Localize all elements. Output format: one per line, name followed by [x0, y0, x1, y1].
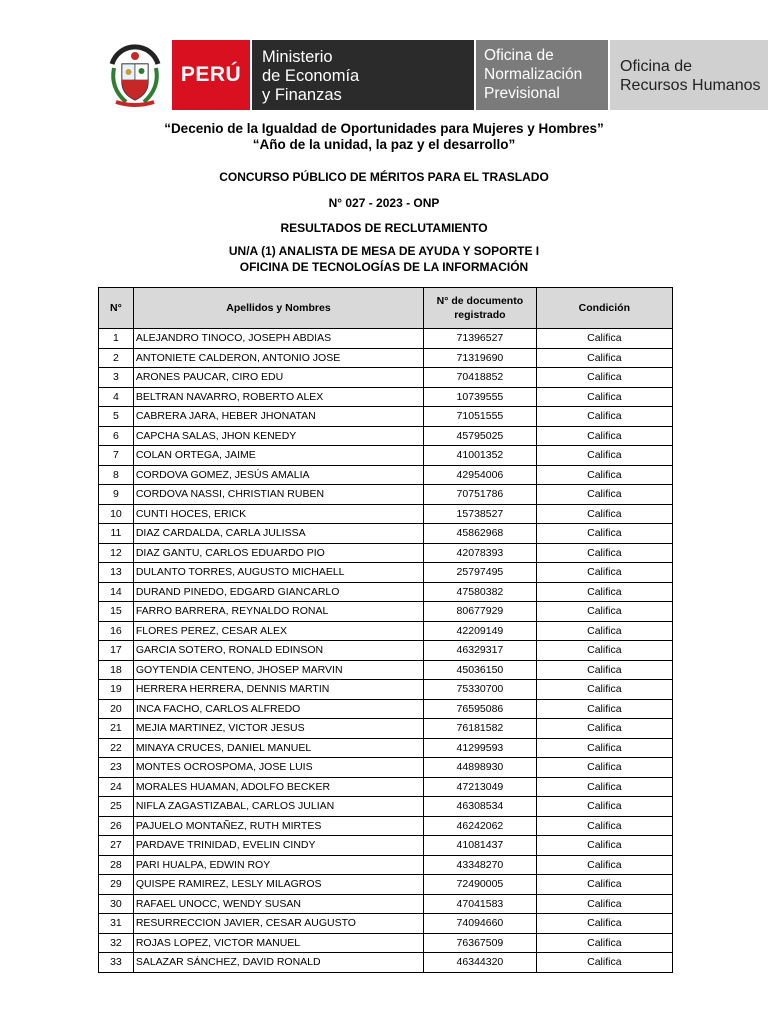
- row-condition: Califica: [536, 680, 672, 700]
- row-name: INCA FACHO, CARLOS ALFREDO: [133, 699, 423, 719]
- table-row: [99, 953, 673, 973]
- row-number: 28: [99, 855, 134, 875]
- row-name: ANTONIETE CALDERON, ANTONIO JOSE: [133, 348, 423, 368]
- header-name: Apellidos y Nombres: [133, 288, 423, 329]
- row-document: 70751786: [424, 485, 537, 505]
- ministry-line-3: y Finanzas: [262, 86, 342, 104]
- ministry-logo-block: [252, 40, 474, 110]
- row-condition: Califica: [536, 875, 672, 895]
- row-document: 44898930: [424, 758, 537, 778]
- row-document: 45036150: [424, 660, 537, 680]
- row-document: 42209149: [424, 621, 537, 641]
- row-name: CAPCHA SALAS, JHON KENEDY: [133, 426, 423, 446]
- row-document: 74094660: [424, 914, 537, 934]
- row-number: 5: [99, 407, 134, 427]
- table-row: [99, 738, 673, 758]
- position-title: UN/A (1) ANALISTA DE MESA DE AYUDA Y SOPORTE I: [228, 244, 540, 258]
- slogan-year: “Año de la unidad, la paz y el desarrollo”: [252, 137, 516, 152]
- row-number: 22: [99, 738, 134, 758]
- row-condition: Califica: [536, 738, 672, 758]
- results-table: [98, 287, 673, 973]
- row-condition: Califica: [536, 368, 672, 388]
- table-row: [99, 719, 673, 739]
- row-condition: Califica: [536, 563, 672, 583]
- row-number: 9: [99, 485, 134, 505]
- row-number: 19: [99, 680, 134, 700]
- row-document: 70418852: [424, 368, 537, 388]
- row-name: GOYTENDIA CENTENO, JHOSEP MARVIN: [133, 660, 423, 680]
- row-document: 47580382: [424, 582, 537, 602]
- row-condition: Califica: [536, 407, 672, 427]
- row-number: 17: [99, 641, 134, 661]
- hr-office-line-2: Recursos Humanos: [620, 77, 761, 94]
- row-document: 80677929: [424, 602, 537, 622]
- row-condition: Califica: [536, 524, 672, 544]
- row-document: 25797495: [424, 563, 537, 583]
- row-number: 11: [99, 524, 134, 544]
- row-condition: Califica: [536, 660, 672, 680]
- row-number: 33: [99, 953, 134, 973]
- row-number: 25: [99, 797, 134, 817]
- header-document: [424, 288, 537, 329]
- table-row: [99, 641, 673, 661]
- row-condition: Califica: [536, 933, 672, 953]
- onp-logo-block: [476, 40, 608, 110]
- row-condition: Califica: [536, 836, 672, 856]
- header-document-line-2: registrado: [454, 309, 506, 321]
- row-name: ROJAS LOPEZ, VICTOR MANUEL: [133, 933, 423, 953]
- row-name: CORDOVA GOMEZ, JESÚS AMALIA: [133, 465, 423, 485]
- row-number: 18: [99, 660, 134, 680]
- row-document: 71319690: [424, 348, 537, 368]
- row-document: 47213049: [424, 777, 537, 797]
- header-document-line-1: N° de documento: [436, 295, 524, 307]
- office-title: OFICINA DE TECNOLOGÍAS DE LA INFORMACIÓN: [239, 260, 529, 274]
- table-row: [99, 914, 673, 934]
- table-body: [99, 329, 673, 973]
- slogan-decade: “Decenio de la Igualdad de Oportunidades para Mujeres y Hombres”: [164, 121, 604, 136]
- onp-line-1: Oficina de: [484, 47, 554, 64]
- hr-office-logo-block: [610, 40, 768, 110]
- onp-line-2: Normalización: [484, 66, 583, 83]
- row-condition: Califica: [536, 641, 672, 661]
- row-document: 46242062: [424, 816, 537, 836]
- row-document: 72490005: [424, 875, 537, 895]
- row-number: 26: [99, 816, 134, 836]
- table-row: [99, 543, 673, 563]
- table-row: [99, 348, 673, 368]
- row-number: 6: [99, 426, 134, 446]
- table-row: [99, 758, 673, 778]
- table-row: [99, 446, 673, 466]
- row-number: 4: [99, 387, 134, 407]
- row-document: 76181582: [424, 719, 537, 739]
- row-condition: Califica: [536, 758, 672, 778]
- row-name: RAFAEL UNOCC, WENDY SUSAN: [133, 894, 423, 914]
- row-name: DULANTO TORRES, AUGUSTO MICHAELL: [133, 563, 423, 583]
- row-number: 8: [99, 465, 134, 485]
- row-document: 46329317: [424, 641, 537, 661]
- row-name: GARCIA SOTERO, RONALD EDINSON: [133, 641, 423, 661]
- contest-number: N° 027 - 2023 - ONP: [328, 196, 440, 210]
- row-name: MEJIA MARTINEZ, VICTOR JESUS: [133, 719, 423, 739]
- row-number: 7: [99, 446, 134, 466]
- row-name: DIAZ CARDALDA, CARLA JULISSA: [133, 524, 423, 544]
- peru-label: PERÚ: [180, 63, 242, 86]
- row-name: PARDAVE TRINIDAD, EVELIN CINDY: [133, 836, 423, 856]
- row-name: MINAYA CRUCES, DANIEL MANUEL: [133, 738, 423, 758]
- row-name: RESURRECCION JAVIER, CESAR AUGUSTO: [133, 914, 423, 934]
- row-document: 71396527: [424, 329, 537, 349]
- row-name: HERRERA HERRERA, DENNIS MARTIN: [133, 680, 423, 700]
- row-condition: Califica: [536, 465, 672, 485]
- row-condition: Califica: [536, 426, 672, 446]
- row-document: 41001352: [424, 446, 537, 466]
- row-document: 15738527: [424, 504, 537, 524]
- row-number: 12: [99, 543, 134, 563]
- row-name: CUNTI HOCES, ERICK: [133, 504, 423, 524]
- row-document: 10739555: [424, 387, 537, 407]
- row-document: 76595086: [424, 699, 537, 719]
- row-document: 43348270: [424, 855, 537, 875]
- row-name: COLAN ORTEGA, JAIME: [133, 446, 423, 466]
- row-condition: Califica: [536, 504, 672, 524]
- coat-of-arms-logo: [104, 42, 166, 108]
- row-condition: Califica: [536, 543, 672, 563]
- row-number: 27: [99, 836, 134, 856]
- row-condition: Califica: [536, 582, 672, 602]
- row-number: 3: [99, 368, 134, 388]
- row-number: 23: [99, 758, 134, 778]
- row-condition: Califica: [536, 855, 672, 875]
- header-condition: Condición: [536, 288, 672, 329]
- page-header: [104, 40, 761, 110]
- row-document: 42954006: [424, 465, 537, 485]
- row-number: 31: [99, 914, 134, 934]
- row-document: 45795025: [424, 426, 537, 446]
- row-name: QUISPE RAMIREZ, LESLY MILAGROS: [133, 875, 423, 895]
- table-row: [99, 797, 673, 817]
- table-row: [99, 621, 673, 641]
- row-document: 47041583: [424, 894, 537, 914]
- table-row: [99, 933, 673, 953]
- row-number: 16: [99, 621, 134, 641]
- row-name: MORALES HUAMAN, ADOLFO BECKER: [133, 777, 423, 797]
- slogans: [0, 121, 768, 153]
- table-row: [99, 680, 673, 700]
- row-name: SALAZAR SÁNCHEZ, DAVID RONALD: [133, 953, 423, 973]
- table-row: [99, 875, 673, 895]
- row-name: CORDOVA NASSI, CHRISTIAN RUBEN: [133, 485, 423, 505]
- row-document: 75330700: [424, 680, 537, 700]
- table-row: [99, 485, 673, 505]
- row-document: 41299593: [424, 738, 537, 758]
- table-row: [99, 582, 673, 602]
- row-name: PARI HUALPA, EDWIN ROY: [133, 855, 423, 875]
- row-name: DURAND PINEDO, EDGARD GIANCARLO: [133, 582, 423, 602]
- contest-title: CONCURSO PÚBLICO DE MÉRITOS PARA EL TRASLADO: [219, 170, 549, 184]
- row-document: 45862968: [424, 524, 537, 544]
- row-name: ALEJANDRO TINOCO, JOSEPH ABDIAS: [133, 329, 423, 349]
- row-number: 30: [99, 894, 134, 914]
- row-condition: Califica: [536, 602, 672, 622]
- hr-office-line-1: Oficina de: [620, 58, 693, 75]
- table-row: [99, 836, 673, 856]
- row-condition: Califica: [536, 621, 672, 641]
- row-condition: Califica: [536, 777, 672, 797]
- row-document: 76367509: [424, 933, 537, 953]
- row-condition: Califica: [536, 914, 672, 934]
- row-name: CABRERA JARA, HEBER JHONATAN: [133, 407, 423, 427]
- row-condition: Califica: [536, 797, 672, 817]
- row-number: 15: [99, 602, 134, 622]
- row-number: 14: [99, 582, 134, 602]
- table-row: [99, 699, 673, 719]
- row-number: 21: [99, 719, 134, 739]
- ministry-line-2: de Economía: [262, 67, 360, 85]
- row-number: 2: [99, 348, 134, 368]
- row-name: ARONES PAUCAR, CIRO EDU: [133, 368, 423, 388]
- results-title: RESULTADOS DE RECLUTAMIENTO: [280, 221, 488, 235]
- row-name: NIFLA ZAGASTIZABAL, CARLOS JULIAN: [133, 797, 423, 817]
- table-row: [99, 777, 673, 797]
- table-row: [99, 329, 673, 349]
- table-row: [99, 368, 673, 388]
- row-condition: Califica: [536, 348, 672, 368]
- table-row: [99, 524, 673, 544]
- row-number: 13: [99, 563, 134, 583]
- table-row: [99, 465, 673, 485]
- table-row: [99, 387, 673, 407]
- row-document: 41081437: [424, 836, 537, 856]
- peru-brand-block: [172, 40, 250, 110]
- ministry-line-1: Ministerio: [262, 48, 333, 66]
- row-name: DIAZ GANTU, CARLOS EDUARDO PIO: [133, 543, 423, 563]
- row-document: 71051555: [424, 407, 537, 427]
- row-number: 29: [99, 875, 134, 895]
- table-row: [99, 407, 673, 427]
- table-header-row: [99, 288, 673, 329]
- row-document: 42078393: [424, 543, 537, 563]
- table-row: [99, 563, 673, 583]
- row-number: 1: [99, 329, 134, 349]
- row-condition: Califica: [536, 894, 672, 914]
- table-row: [99, 816, 673, 836]
- row-condition: Califica: [536, 953, 672, 973]
- row-number: 20: [99, 699, 134, 719]
- row-name: BELTRAN NAVARRO, ROBERTO ALEX: [133, 387, 423, 407]
- row-condition: Califica: [536, 699, 672, 719]
- row-name: MONTES OCROSPOMA, JOSE LUIS: [133, 758, 423, 778]
- table-row: [99, 660, 673, 680]
- row-condition: Califica: [536, 446, 672, 466]
- onp-line-3: Previsional: [484, 85, 560, 102]
- row-name: PAJUELO MONTAÑEZ, RUTH MIRTES: [133, 816, 423, 836]
- row-condition: Califica: [536, 816, 672, 836]
- row-condition: Califica: [536, 485, 672, 505]
- table-row: [99, 602, 673, 622]
- table-row: [99, 504, 673, 524]
- table-row: [99, 894, 673, 914]
- row-number: 10: [99, 504, 134, 524]
- table-row: [99, 855, 673, 875]
- row-document: 46308534: [424, 797, 537, 817]
- row-number: 24: [99, 777, 134, 797]
- row-number: 32: [99, 933, 134, 953]
- row-name: FLORES PEREZ, CESAR ALEX: [133, 621, 423, 641]
- row-name: FARRO BARRERA, REYNALDO RONAL: [133, 602, 423, 622]
- row-document: 46344320: [424, 953, 537, 973]
- row-condition: Califica: [536, 387, 672, 407]
- table-row: [99, 426, 673, 446]
- row-condition: Califica: [536, 719, 672, 739]
- row-condition: Califica: [536, 329, 672, 349]
- header-number: N°: [99, 288, 134, 329]
